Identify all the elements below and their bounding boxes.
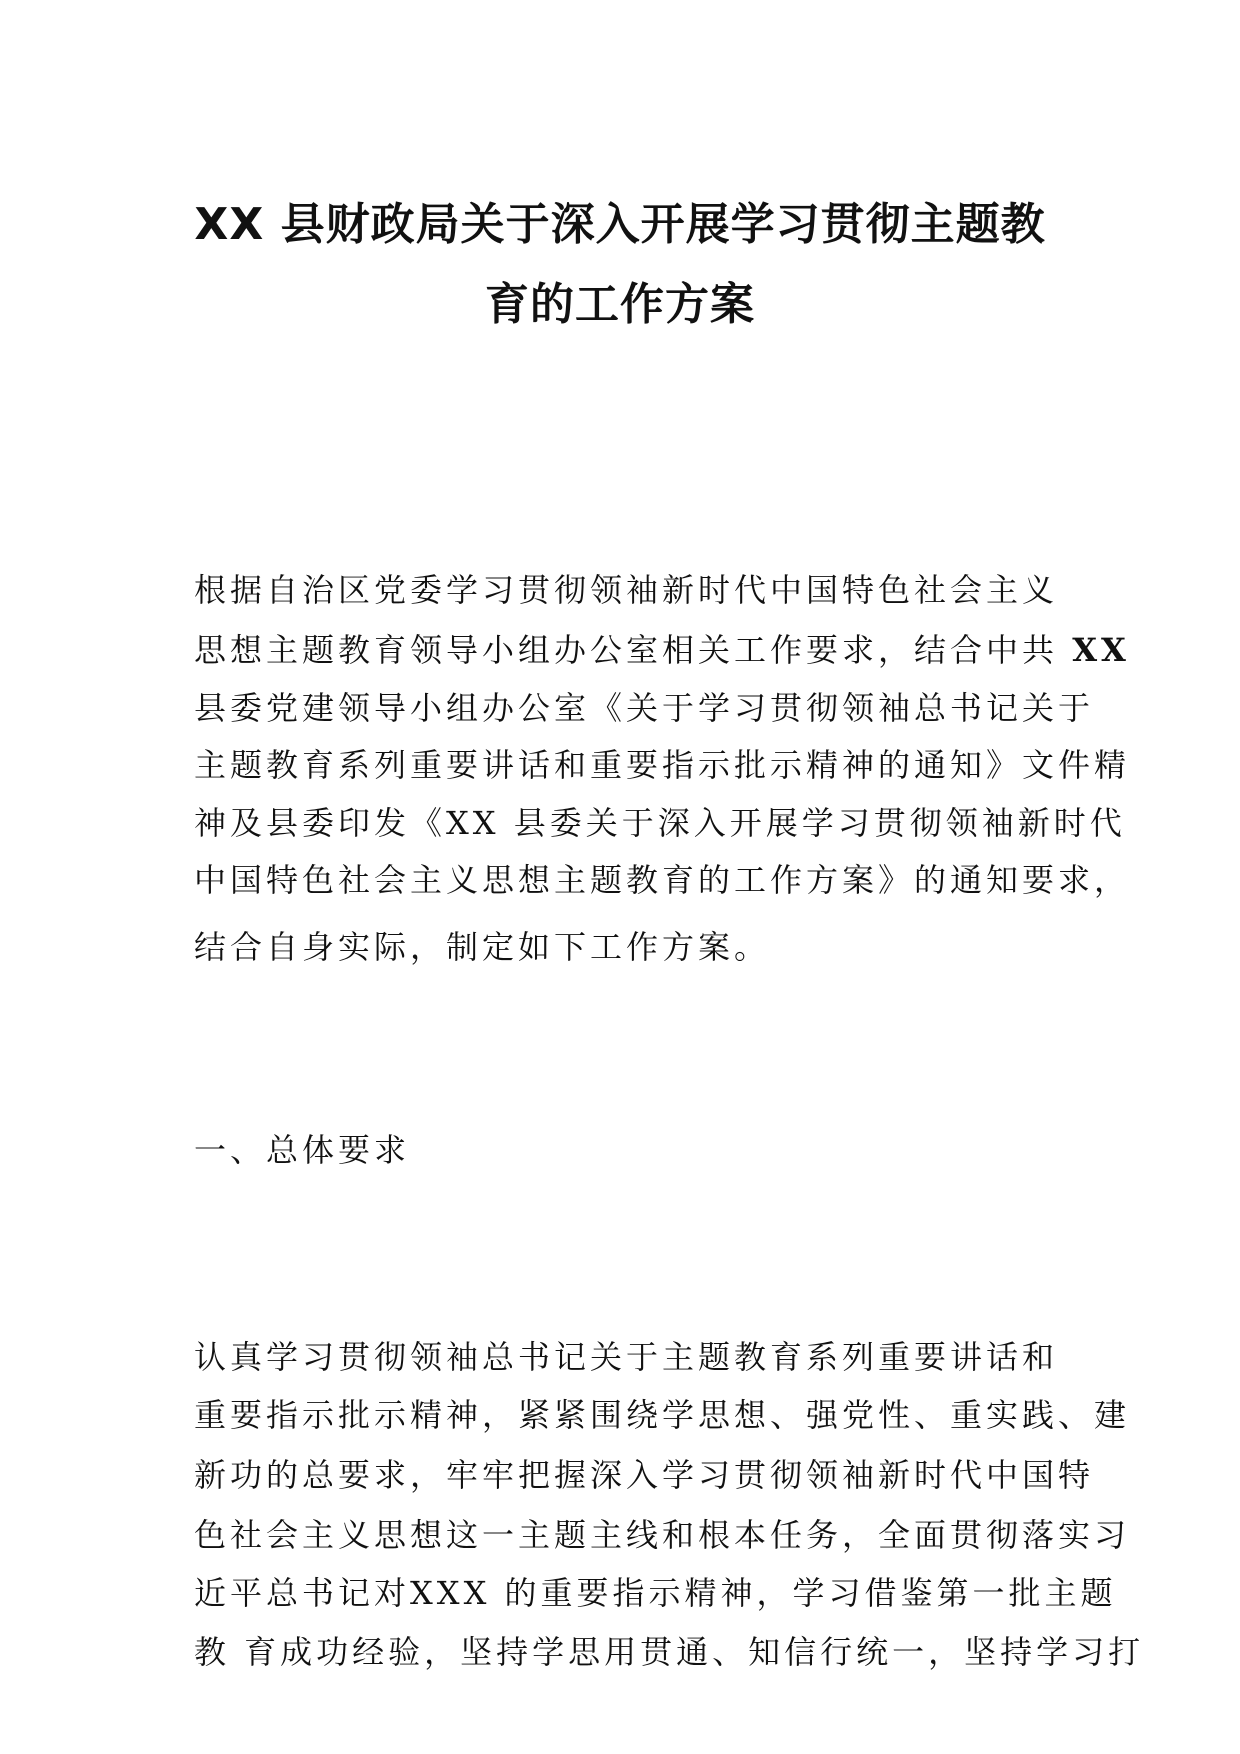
paragraph-2-line-5: 近平总书记对XXX 的重要指示精神，学习借鉴第一批主题 (194, 1574, 1117, 1612)
paragraph-1-line-3: 县委党建领导小组办公室《关于学习贯彻领袖总书记关于 (194, 689, 1095, 727)
document-title-line-2: 育的工作方案 (485, 279, 755, 330)
paragraph-1-line-6: 中国特色社会主义思想主题教育的工作方案》的通知要求， (194, 861, 1131, 899)
paragraph-2-line-3: 新功的总要求，牢牢把握深入学习贯彻领袖新时代中国特 (194, 1456, 1095, 1494)
paragraph-1-line-2-text: 思想主题教育领导小组办公室相关工作要求，结合中共 (194, 631, 1059, 669)
paragraph-2-line-6: 教 育成功经验，坚持学思用贯通、知信行统一，坚持学习打 (194, 1633, 1145, 1671)
paragraph-1-line-1: 根据自治区党委学习贯彻领袖新时代中国特色社会主义 (194, 571, 1059, 609)
paragraph-1-bold-xx: XX (1072, 631, 1130, 669)
paragraph-1-line-2 (194, 630, 1130, 670)
paragraph-1-line-5: 神及县委印发《XX 县委关于深入开展学习贯彻领袖新时代 (194, 804, 1126, 842)
section-1-heading: 一、总体要求 (194, 1131, 411, 1169)
paragraph-2-line-4: 色社会主义思想这一主题主线和根本任务，全面贯彻落实习 (194, 1516, 1131, 1554)
paragraph-1-line-4: 主题教育系列重要讲话和重要指示批示精神的通知》文件精 (194, 746, 1131, 784)
paragraph-1-line-7: 结合自身实际，制定如下工作方案。 (194, 928, 771, 966)
document-title-line-1: XX 县财政局关于深入开展学习贯彻主题教 (194, 199, 1046, 250)
paragraph-2-line-2: 重要指示批示精神，紧紧围绕学思想、强党性、重实践、建 (194, 1396, 1131, 1434)
paragraph-2-line-1: 认真学习贯彻领袖总书记关于主题教育系列重要讲话和 (194, 1338, 1059, 1376)
